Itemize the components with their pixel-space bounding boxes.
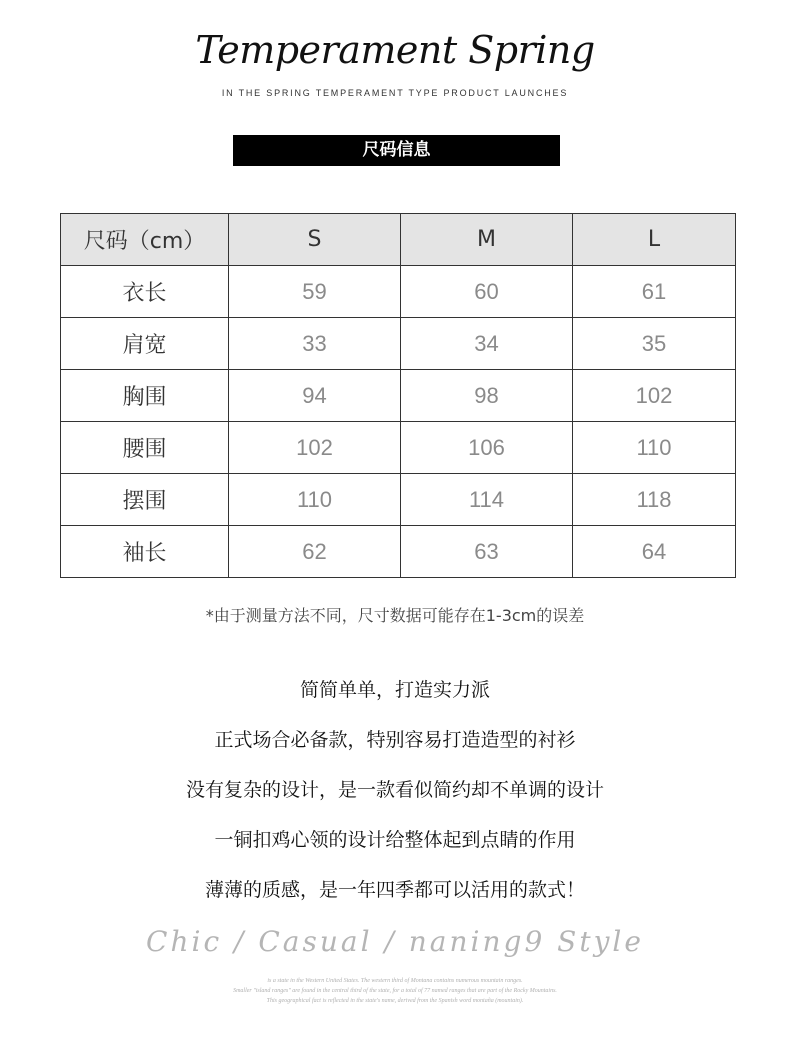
cell-value: 102 (573, 370, 736, 422)
cell-value: 110 (573, 422, 736, 474)
cell-value: 59 (229, 266, 401, 318)
description-line: 薄薄的质感，是一年四季都可以活用的款式！ (204, 879, 585, 901)
header-size-s: S (229, 214, 401, 266)
header-size-l: L (573, 214, 736, 266)
cell-value: 63 (401, 526, 573, 578)
fine-print-line: is a state in the Western United States. The western third of Montana contains numerous mountain ranges. (267, 978, 523, 984)
style-signature: Chic / Casual / naning9 Style (146, 925, 644, 958)
description-line: 一铜扣鸡心领的设计给整体起到点睛的作用 (214, 829, 576, 851)
header-label: 尺码（cm） (61, 214, 229, 266)
table-header-row (61, 214, 736, 266)
table-row (61, 370, 736, 422)
cell-value: 33 (229, 318, 401, 370)
brand-title: Temperament Spring (195, 28, 595, 72)
description-line: 没有复杂的设计，是一款看似简约却不单调的设计 (185, 779, 604, 801)
description-line: 正式场合必备款，特别容易打造造型的衬衫 (214, 729, 576, 751)
cell-value: 114 (401, 474, 573, 526)
table-row (61, 266, 736, 318)
table-row (61, 422, 736, 474)
row-label: 袖长 (61, 526, 229, 578)
header-size-m: M (401, 214, 573, 266)
cell-value: 61 (573, 266, 736, 318)
fine-print-line: This geographical fact is reflected in the state's name, derived from the Spanish word montaña (mountain). (266, 998, 524, 1004)
measurement-note: *由于测量方法不同，尺寸数据可能存在1-3cm的误差 (205, 606, 585, 625)
cell-value: 64 (573, 526, 736, 578)
cell-value: 110 (229, 474, 401, 526)
cell-value: 35 (573, 318, 736, 370)
table-row (61, 474, 736, 526)
row-label: 衣长 (61, 266, 229, 318)
size-table (60, 213, 736, 578)
table-row (61, 526, 736, 578)
cell-value: 102 (229, 422, 401, 474)
cell-value: 98 (401, 370, 573, 422)
fine-print-line: Smaller "island ranges" are found in the central third of the state, for a total of 77 named ranges that are part of the Rocky Mountains. (233, 988, 557, 994)
cell-value: 60 (401, 266, 573, 318)
cell-value: 94 (229, 370, 401, 422)
description-line: 简简单单，打造实力派 (299, 679, 490, 701)
cell-value: 106 (401, 422, 573, 474)
cell-value: 118 (573, 474, 736, 526)
table-row (61, 318, 736, 370)
row-label: 肩宽 (61, 318, 229, 370)
cell-value: 62 (229, 526, 401, 578)
cell-value: 34 (401, 318, 573, 370)
section-title: 尺码信息 (233, 135, 560, 166)
brand-subtitle: IN THE SPRING TEMPERAMENT TYPE PRODUCT LAUNCHES (221, 88, 569, 98)
row-label: 摆围 (61, 474, 229, 526)
row-label: 腰围 (61, 422, 229, 474)
row-label: 胸围 (61, 370, 229, 422)
